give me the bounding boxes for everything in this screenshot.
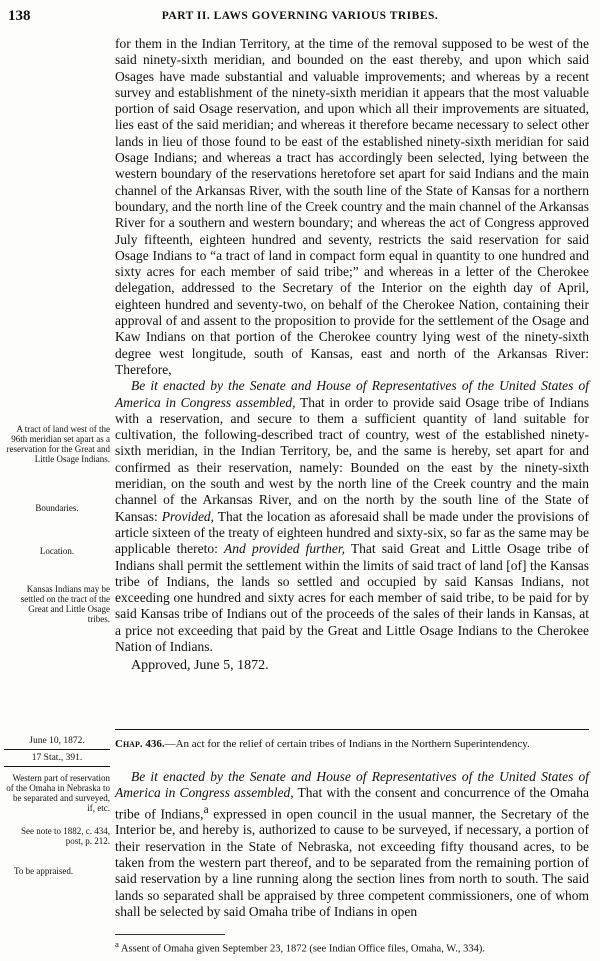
- date-reference-box: [4, 736, 110, 767]
- sidenote-statute: 17 Stat., 391.: [4, 750, 110, 767]
- sidenote-tract: A tract of land west of the 96th meridian set apart as a reservation for the Great and Little Osage Indians.: [6, 424, 110, 464]
- chapter-label: Chap. 436.: [115, 738, 165, 750]
- sidenote-appraised: To be appraised.: [14, 866, 74, 876]
- sidenote-kansas: Kansas Indians may be settled on the tract of the Great and Little Osage tribes.: [20, 584, 110, 624]
- section-divider: [115, 729, 589, 730]
- enactment-body-a: That in order to provide said Osage tribe of Indians with a reservation, and secure to them a sufficient quantity of land suitable for cultivation, the following-described tract of country, west of the established ninety-sixth meridian, in the Indian Territory, be, and the same is hereby, set apart for and confirmed as their reservation, namely: Bounded on the east by the ninety-sixth meridian, on the south and west by the north line of the Creek country and the main channel of the Arkansas River, and on the north by the south line of the State of Kansas:: [115, 394, 589, 524]
- page-header: [8, 8, 592, 28]
- enactment2-body-b: expressed in open council in the usual manner, the Secretary of the Interior be, and hereby is, authorized to cause to be surveyed, if necessary, a portion of their reservation in the State of Nebraska, not exceeding fifty thousand acres, to be taken from the western part thereof, and to be separated from the remaining portion of said reservation by a line running along the section lines from north to south. The said lands so separated shall be appraised by three competent commissioners, one of whom shall be selected by said Omaha tribe of Indians in open: [115, 806, 589, 919]
- sidenote-boundaries: Boundaries.: [35, 503, 79, 513]
- running-title: PART II. LAWS GOVERNING VARIOUS TRIBES.: [161, 10, 439, 22]
- footnote: [115, 938, 595, 956]
- omaha-section: [115, 769, 589, 920]
- sidenote-location: Location.: [39, 546, 75, 556]
- enactment-body-b: That the location as aforesaid shall be made under the provisions of article sixteen of the treaty of eighteen hundred and sixty-six, so far as the same may be applicable thereto:: [115, 508, 589, 557]
- enacting-clause-2: Be it enacted by the Senate and House of Representatives of the United States of America in Congress assembled,: [115, 769, 589, 801]
- main-text: [115, 36, 589, 674]
- chapter-heading: [115, 737, 589, 751]
- enactment-body-c: That said Great and Little Osage tribe of Indians shall permit the settlement within the limits of said tract of land [of] the Kansas tribe of Indians, the lands so settled and occupied by said Kansas Indians, not exceeding one hundred and sixty acres for each member of said tribe, to be paid for by said Kansas tribe of Indians out of the proceeds of the sales of their lands in Kansas, at a price not exceeding that paid by the Great and Little Osage Indians to the Cherokee Nation of Indians.: [115, 541, 589, 654]
- enactment-paragraph-osage: [115, 378, 589, 655]
- enactment-paragraph-omaha: [115, 769, 589, 920]
- footnote-mark: a: [115, 939, 119, 949]
- enactment2-body-a: That with the consent and concurrence of the Omaha tribe of Indians,: [115, 785, 589, 822]
- chapter-title: —An act for the relief of certain tribes of Indians in the Northern Superintendency.: [164, 738, 530, 750]
- preamble-paragraph: for them in the Indian Territory, at the time of the removal supposed to be west of the said ninety-sixth meridian, and bounded on the east thereby, and upon which said Osages have made substantial and valuable improvements; and whereas by a recent survey and establishment of the ninety-sixth meridian it appears that the most valuable portion of said Osage reservation, and upon which all their improvements are situated, lies east of the said meridian; and whereas it therefore became necessary to select other lands in lieu of those found to be east of the established ninety-sixth meridian for said Osage Indians; and whereas a tract has accordingly been selected, lying between the western boundary of the reservations heretofore set apart for said Indians and the main channel of the Arkansas River, with the south line of the State of Kansas for a northern boundary, and the north line of the Creek country and the main channel of the Arkansas River for a southern and western boundary; and whereas the act of Congress approved July fifteenth, eighteen hundred and seventy, restricts the said reservation for said Osage Indians to “a tract of land in compact form equal in quantity to one hundred and sixty acres for each member of said tribe;” and whereas in a letter of the Cherokee delegation, addressed to the Secretary of the Interior on the eighth day of April, eighteen hundred and seventy-two, on behalf of the Cherokee Nation, containing their approval of and assent to the proposition to provide for the settlement of the Osage and Kaw Indians on that portion of the Cherokee country lying west of the ninety-sixth degree west longitude, south of Kansas, east and north of the Arkansas River: Therefore,: [115, 36, 589, 377]
- provided-clause: Provided,: [161, 508, 215, 524]
- footnote-divider: [115, 934, 225, 935]
- enacting-clause: Be it enacted by the Senate and House of Representatives of the United States of America in Congress assembled,: [115, 378, 589, 410]
- provided-further-clause: And provided further,: [224, 541, 345, 557]
- sidenote-western: Western part of reservation of the Omaha in Nebraska to be separated and surveyed, if, etc.: [6, 773, 110, 813]
- sidenote-date: June 10, 1872.: [4, 736, 110, 750]
- footnote-text: Assent of Omaha given September 23, 1872 (see Indian Office files, Omaha, W., 334).: [118, 943, 485, 955]
- approved-line: Approved, June 5, 1872.: [131, 658, 269, 674]
- page-number: 138: [8, 8, 31, 24]
- footnote-reference: a: [203, 803, 209, 816]
- sidenote-see-note: See note to 1882, c. 434, post, p. 212.: [21, 826, 110, 846]
